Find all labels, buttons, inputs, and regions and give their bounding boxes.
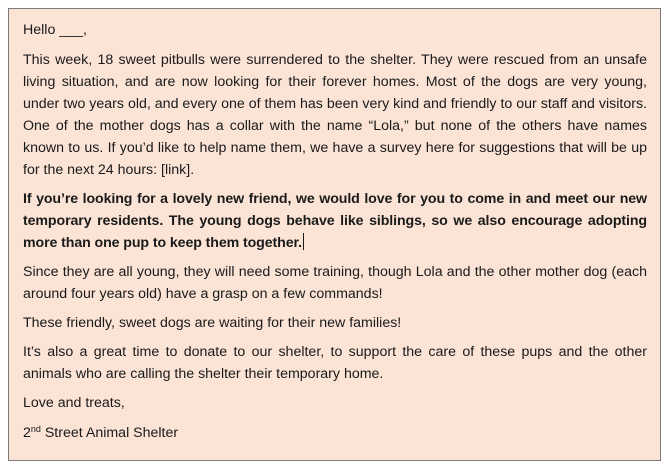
paragraph-surrender-info: This week, 18 sweet pitbulls were surrendered to the shelter. They were rescued from an unsafe living situation, and are now looking for their forever homes. Most of the dogs are very young, under two years old, and every one of them has been very kind and friendly to our staff and visitors. One of the mother dogs has a collar with the name “Lola,” but none of the others have names known to us. If you’d like to help name them, we have a survey here for suggestions that will be up for the next 24 hours: [link]. [23, 52, 647, 178]
letter-text-box[interactable] [8, 8, 661, 461]
signature-line [23, 422, 647, 444]
signature-name: Street Animal Shelter [40, 425, 179, 441]
text-cursor [303, 233, 304, 250]
signature-ordinal: nd [30, 424, 41, 434]
signature-number: 2 [23, 425, 31, 441]
paragraph-adoption-text: If you’re looking for a lovely new friend, we would love for you to come in and meet our new temporary residents. The young dogs behave like siblings, so we also encourage adopting more than one pup to keep them together. [23, 191, 647, 251]
greeting-line: Hello ___, [23, 22, 87, 38]
paragraph-adoption-call [23, 188, 647, 254]
paragraph-waiting: These friendly, sweet dogs are waiting for their new families! [23, 315, 402, 331]
paragraph-training: Since they are all young, they will need some training, though Lola and the other mother dog (each around four years old) have a grasp on a few commands! [23, 264, 647, 302]
paragraph-donate: It’s also a great time to donate to our shelter, to support the care of these pups and the other animals who are calling the shelter their temporary home. [23, 344, 647, 382]
closing-line: Love and treats, [23, 395, 125, 411]
